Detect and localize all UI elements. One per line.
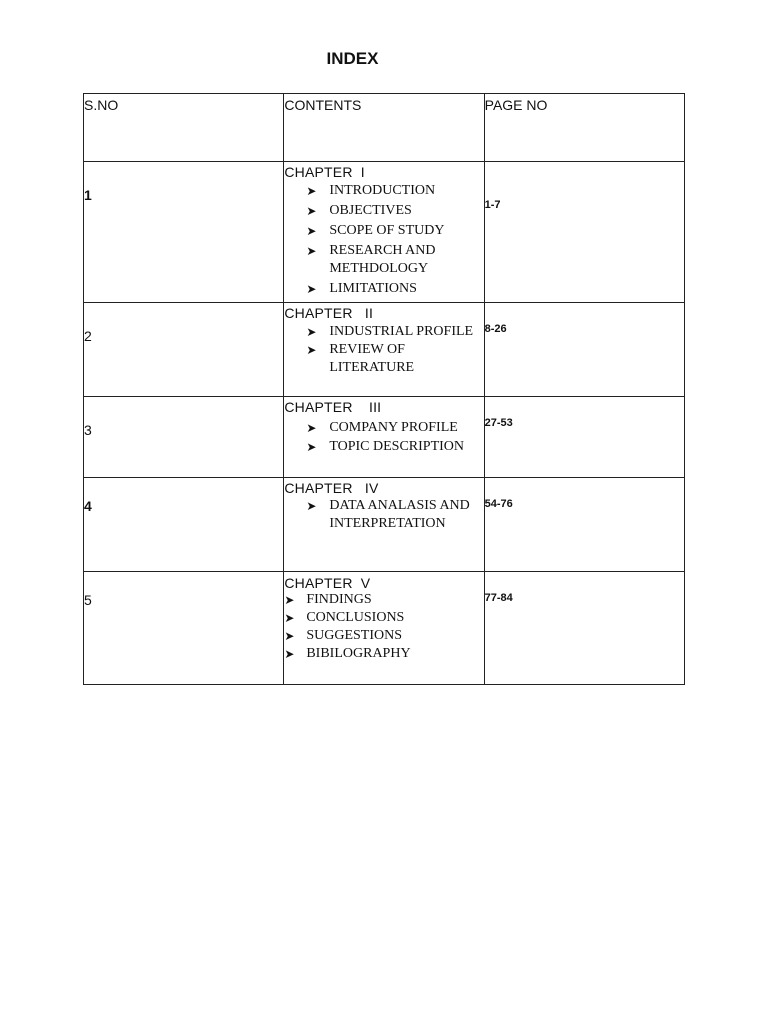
contents-cell [284, 162, 484, 303]
sno-value: 3 [84, 422, 92, 438]
header-contents-label: CONTENTS [284, 97, 362, 113]
topic-list [284, 419, 483, 456]
arrowhead-bullet-icon: ➤ [284, 593, 295, 607]
header-contents [284, 94, 484, 162]
list-item-label: TOPIC DESCRIPTION [329, 439, 465, 454]
arrowhead-bullet-icon: ➤ [306, 244, 317, 258]
list-item [284, 280, 483, 298]
sno-value: 4 [84, 498, 92, 514]
list-item [284, 419, 483, 437]
page-no-cell [484, 162, 684, 303]
list-item-label: COMPANY PROFILE [329, 420, 458, 435]
sno-cell [84, 572, 284, 685]
list-item [284, 627, 483, 645]
list-item [284, 222, 483, 240]
header-sno-label: S.NO [84, 97, 119, 113]
list-item [284, 182, 483, 200]
list-item-label: SCOPE OF STUDY [329, 223, 445, 238]
list-item-label: CONCLUSIONS [306, 610, 405, 625]
sno-value: 2 [84, 328, 92, 344]
arrowhead-bullet-icon: ➤ [284, 629, 295, 643]
list-item-label: BIBILOGRAPHY [306, 646, 411, 661]
arrowhead-bullet-icon: ➤ [306, 343, 317, 357]
list-item [284, 591, 483, 609]
list-item-label: INTRODUCTION [329, 183, 436, 198]
page-range: 77-84 [484, 592, 513, 604]
index-table [83, 93, 685, 685]
page-no-cell [484, 397, 684, 478]
topic-list [284, 591, 483, 663]
list-item [284, 242, 483, 278]
sno-cell [84, 478, 284, 572]
arrowhead-bullet-icon: ➤ [306, 204, 317, 218]
header-page-no-label: PAGE NO [484, 97, 548, 113]
list-item-label: LIMITATIONS [329, 281, 417, 296]
contents-cell [284, 303, 484, 397]
arrowhead-bullet-icon: ➤ [306, 282, 317, 296]
page-title: INDEX [326, 49, 379, 68]
sno-cell [84, 162, 284, 303]
page-range: 54-76 [484, 498, 513, 510]
table-row [84, 397, 685, 478]
contents-cell [284, 572, 484, 685]
sno-value: 5 [84, 592, 92, 608]
page-no-cell [484, 572, 684, 685]
contents-cell [284, 397, 484, 478]
chapter-title: CHAPTER III [284, 399, 382, 415]
list-item-label: RESEARCH AND METHDOLOGY [329, 243, 436, 276]
list-item-label: SUGGESTIONS [306, 628, 403, 643]
chapter-title: CHAPTER V [284, 575, 371, 591]
arrowhead-bullet-icon: ➤ [306, 421, 317, 435]
list-item [284, 202, 483, 220]
page-range: 8-26 [484, 323, 507, 335]
chapter-title: CHAPTER II [284, 305, 374, 321]
arrowhead-bullet-icon: ➤ [306, 325, 317, 339]
header-sno [84, 94, 284, 162]
table-row [84, 478, 685, 572]
list-item-label: INDUSTRIAL PROFILE [329, 324, 474, 339]
arrowhead-bullet-icon: ➤ [306, 440, 317, 454]
list-item-label: FINDINGS [306, 592, 372, 607]
arrowhead-bullet-icon: ➤ [284, 611, 295, 625]
list-item-label: OBJECTIVES [329, 203, 412, 218]
list-item [284, 341, 483, 377]
chapter-title: CHAPTER I [284, 164, 365, 180]
table-row [84, 162, 685, 303]
arrowhead-bullet-icon: ➤ [306, 184, 317, 198]
list-item-label: DATA ANALASIS AND INTERPRETATION [329, 498, 470, 531]
table-row [84, 572, 685, 685]
header-page-no [484, 94, 684, 162]
sno-cell [84, 303, 284, 397]
sno-value: 1 [84, 187, 92, 203]
topic-list [284, 323, 483, 377]
list-item [284, 609, 483, 627]
topic-list [284, 497, 483, 533]
list-item-label: REVIEW OF LITERATURE [329, 342, 415, 375]
list-item [284, 497, 483, 533]
arrowhead-bullet-icon: ➤ [306, 499, 317, 513]
page-range: 1-7 [484, 199, 501, 211]
table-row [84, 303, 685, 397]
chapter-title: CHAPTER IV [284, 480, 379, 496]
arrowhead-bullet-icon: ➤ [306, 224, 317, 238]
table-header-row [84, 94, 685, 162]
list-item [284, 645, 483, 663]
sno-cell [84, 397, 284, 478]
page-no-cell [484, 478, 684, 572]
list-item [284, 323, 483, 341]
list-item [284, 438, 483, 456]
contents-cell [284, 478, 484, 572]
arrowhead-bullet-icon: ➤ [284, 647, 295, 661]
page-no-cell [484, 303, 684, 397]
page-range: 27-53 [484, 417, 513, 429]
topic-list [284, 182, 483, 298]
